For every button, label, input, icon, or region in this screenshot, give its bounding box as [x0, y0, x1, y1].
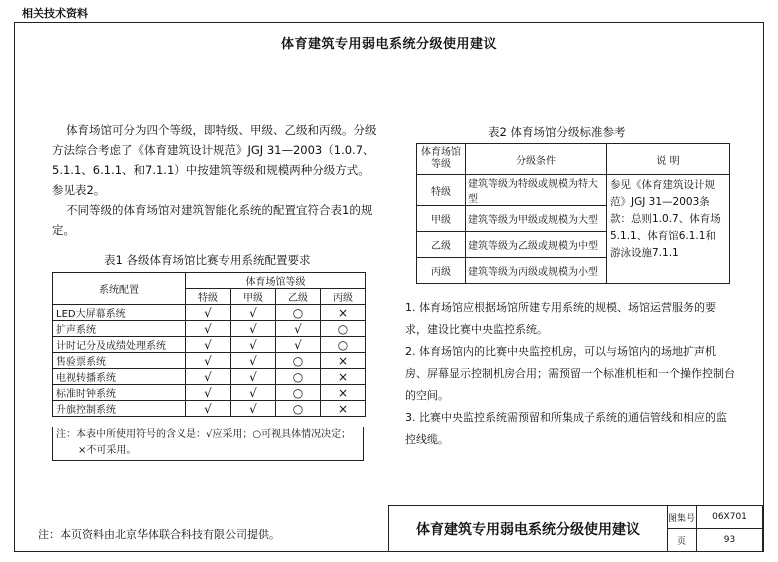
header-label: 相关技术资料: [22, 7, 88, 20]
table-row: [53, 353, 366, 369]
table1-cell: √: [231, 369, 276, 385]
table2-level: 甲级: [417, 206, 466, 232]
table-row: [53, 401, 366, 417]
table2-description: 参见《体育建筑设计规范》JGJ 31—2003条款：总则1.0.7、体育场5.1.1、体育馆6.1.1和游泳设施7.1.1: [607, 175, 730, 284]
table1-cell: ×: [321, 401, 366, 417]
table2-level: 特级: [417, 175, 466, 206]
intro-line-2: 不同等级的体育场馆对建筑智能化系统的配置宜符合表1的规定。: [52, 203, 373, 237]
table1-system-name: LED大屏幕系统: [53, 305, 186, 321]
table2-caption: 表2 体育场馆分级标准参考: [488, 125, 626, 139]
table2-header-level: 体育场馆等级: [417, 144, 466, 175]
table1-cell: ○: [321, 321, 366, 337]
table-row: [53, 385, 366, 401]
table-row: [53, 337, 366, 353]
table1-cell: √: [186, 337, 231, 353]
table1-cell: ○: [276, 385, 321, 401]
page-title: 体育建筑专用弱电系统分级使用建议: [280, 37, 497, 52]
table1-system-name: 电视转播系统: [53, 369, 186, 385]
table1-note-line: ×不可采用。: [78, 445, 137, 456]
table-row: [53, 305, 366, 321]
table1-cell: √: [186, 369, 231, 385]
table1-cell: √: [186, 401, 231, 417]
table1-header-system: 系统配置: [53, 273, 186, 305]
table1-cell: ○: [276, 401, 321, 417]
table1: [52, 272, 366, 417]
intro-line: 参见表2。: [52, 183, 106, 197]
intro-line: 方法综合考虑了《体育建筑设计规范》JGJ 31—2003（1.0.7、: [52, 143, 375, 157]
table1-system-name: 售验票系统: [53, 353, 186, 369]
table2-condition: 建筑等级为甲级或规模为大型: [466, 206, 607, 232]
footnote: 注：本页资料由北京华体联合科技有限公司提供。: [38, 528, 280, 541]
table2-header-desc: 说 明: [607, 144, 730, 175]
intro-line: 体育场馆可分为四个等级，即特级、甲级、乙级和丙级。分级: [66, 123, 377, 137]
list-item: 3. 比赛中央监控系统需预留和所集成子系统的通信管线和相应的监控线缆。: [405, 411, 727, 446]
table1-cell: √: [231, 321, 276, 337]
table1-cell: √: [186, 353, 231, 369]
table1-note-line: 注：本表中所使用符号的含义是：√应采用；○可视具体情况决定；: [56, 429, 352, 440]
table1-cell: √: [231, 385, 276, 401]
atlas-no: 06X701: [697, 506, 763, 529]
table2-condition: 建筑等级为特级或规模为特大型: [466, 175, 607, 206]
table1-system-name: 扩声系统: [53, 321, 186, 337]
table2-level: 乙级: [417, 232, 466, 258]
table1-cell: √: [186, 385, 231, 401]
table1-cell: √: [231, 305, 276, 321]
table1-cell: ○: [321, 337, 366, 353]
table1-cell: √: [231, 353, 276, 369]
table1-cell: ○: [276, 353, 321, 369]
table2: [416, 143, 730, 284]
table1-header-group: 体育场馆等级: [186, 273, 366, 289]
table1-cell: √: [276, 321, 321, 337]
intro-paragraph: [52, 120, 392, 240]
table2-condition: 建筑等级为乙级或规模为中型: [466, 232, 607, 258]
table1-caption: 表1 各级体育场馆比赛专用系统配置要求: [104, 253, 311, 267]
table1-cell: ×: [321, 353, 366, 369]
table1-header-level: 丙级: [321, 289, 366, 305]
table1-cell: √: [186, 305, 231, 321]
table1-cell: √: [231, 337, 276, 353]
table1-system-name: 计时记分及成绩处理系统: [53, 337, 186, 353]
table1-system-name: 升旗控制系统: [53, 401, 186, 417]
table1-header-level: 甲级: [231, 289, 276, 305]
table1-cell: ×: [321, 369, 366, 385]
table1-header-level: 特级: [186, 289, 231, 305]
title-block: [388, 505, 764, 552]
table1-cell: ○: [276, 369, 321, 385]
table-row: [53, 321, 366, 337]
table1-cell: ○: [276, 305, 321, 321]
table1-cell: √: [231, 401, 276, 417]
table-row: [417, 175, 730, 206]
table-row: [53, 369, 366, 385]
atlas-no-label: 图集号: [667, 506, 697, 529]
table1-cell: √: [186, 321, 231, 337]
title-block-title: 体育建筑专用弱电系统分级使用建议: [389, 506, 668, 552]
list-item: 1. 体育场馆应根据场馆所建专用系统的规模、场馆运营服务的要求，建设比赛中央监控系统。: [405, 301, 716, 336]
page-number: 93: [697, 529, 763, 552]
table1-cell: ×: [321, 305, 366, 321]
notes-list: [405, 297, 735, 451]
table1-system-name: 标准时钟系统: [53, 385, 186, 401]
table2-level: 丙级: [417, 258, 466, 284]
table1-cell: ×: [321, 385, 366, 401]
intro-line: 5.1.1、6.1.1、和7.1.1）中按建筑等级和规模两种分级方式。: [52, 163, 370, 177]
table1-cell: √: [276, 337, 321, 353]
table2-condition: 建筑等级为丙级或规模为小型: [466, 258, 607, 284]
table1-note: [52, 427, 364, 461]
table1-header-level: 乙级: [276, 289, 321, 305]
list-item: 2. 体育场馆内的比赛中央监控机房，可以与场馆内的场地扩声机房、屏幕显示控制机房合用；需预留一个标准机柜和一个操作控制台的空间。: [405, 345, 735, 402]
table2-header-condition: 分级条件: [466, 144, 607, 175]
page-label: 页: [667, 529, 697, 552]
